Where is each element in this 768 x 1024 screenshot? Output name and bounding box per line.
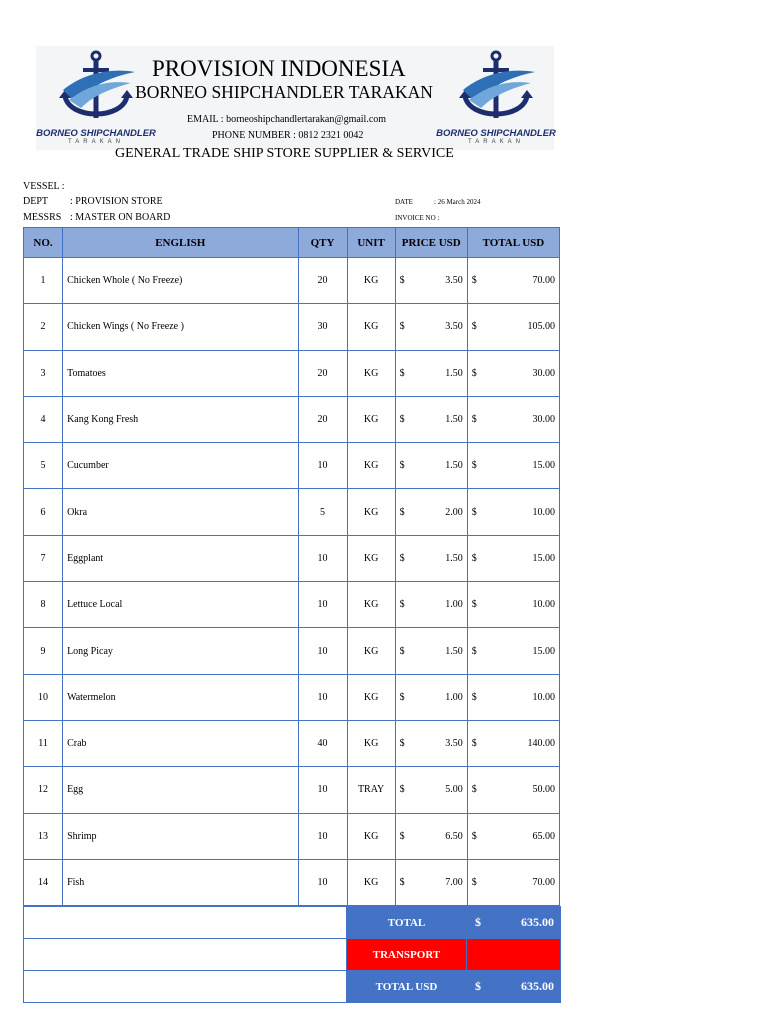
transport-spacer (24, 939, 347, 971)
total-value-cell (467, 907, 561, 939)
anchor-logo-icon (435, 50, 557, 130)
row-price-cell (395, 350, 467, 396)
row-unit: KG (347, 582, 395, 628)
row-price-cell (395, 535, 467, 581)
date-value: : 26 March 2024 (434, 198, 481, 206)
currency-symbol: $ (399, 784, 405, 796)
currency-symbol: $ (399, 599, 405, 611)
row-price: 1.50 (445, 460, 463, 472)
row-total: 10.00 (532, 506, 555, 518)
row-total-cell (467, 350, 559, 396)
header-english: ENGLISH (63, 228, 298, 258)
currency-symbol: $ (471, 877, 477, 888)
logo-sub-text: TARAKAN (68, 139, 124, 145)
row-item: Eggplant (63, 535, 298, 581)
logo-sub-text: TARAKAN (468, 139, 524, 145)
table-row (24, 350, 560, 396)
transport-row (24, 939, 561, 971)
row-price: 2.00 (445, 506, 463, 518)
row-no: 2 (24, 304, 63, 350)
grand-total-value-cell (467, 971, 561, 1003)
transport-label: TRANSPORT (347, 939, 467, 971)
row-unit: TRAY (347, 767, 395, 813)
currency-symbol: $ (399, 877, 405, 888)
total-spacer (24, 907, 347, 939)
row-no: 4 (24, 396, 63, 442)
row-unit: KG (347, 674, 395, 720)
row-total: 30.00 (532, 367, 555, 379)
row-qty: 10 (298, 443, 347, 489)
row-price-cell (395, 258, 467, 304)
currency-symbol: $ (471, 691, 477, 703)
currency-symbol: $ (399, 367, 405, 379)
row-qty: 40 (298, 720, 347, 766)
currency-symbol: $ (399, 691, 405, 703)
row-price-cell (395, 396, 467, 442)
dept-label: DEPT (23, 196, 48, 207)
row-total: 15.00 (532, 460, 555, 472)
grand-total-spacer (24, 971, 347, 1003)
header-no: NO. (24, 228, 63, 258)
row-qty: 5 (298, 489, 347, 535)
table-row (24, 628, 560, 674)
currency-symbol: $ (471, 738, 477, 750)
row-price-cell (395, 304, 467, 350)
company-logo-right (435, 50, 557, 145)
currency-symbol: $ (471, 414, 477, 426)
table-row (24, 443, 560, 489)
table-row (24, 859, 560, 905)
row-price-cell (395, 813, 467, 859)
row-item: Shrimp (63, 813, 298, 859)
row-no: 7 (24, 535, 63, 581)
row-price: 5.00 (445, 784, 463, 796)
grand-total-value: 635.00 (521, 979, 554, 993)
row-total: 50.00 (532, 784, 555, 796)
row-item: Chicken Whole ( No Freeze) (63, 258, 298, 304)
currency-symbol: $ (399, 460, 405, 472)
row-unit: KG (347, 489, 395, 535)
row-no: 13 (24, 813, 63, 859)
currency-symbol: $ (399, 321, 405, 333)
row-unit: KG (347, 628, 395, 674)
table-header-row (24, 228, 560, 258)
row-qty: 10 (298, 859, 347, 905)
currency-symbol: $ (399, 830, 405, 842)
row-item: Chicken Wings ( No Freeze ) (63, 304, 298, 350)
row-total-cell (467, 628, 559, 674)
table-row (24, 674, 560, 720)
items-table (23, 227, 560, 906)
row-item: Kang Kong Fresh (63, 396, 298, 442)
row-item: Watermelon (63, 674, 298, 720)
grand-total-row (24, 971, 561, 1003)
row-no: 14 (24, 859, 63, 905)
row-total-cell (467, 489, 559, 535)
row-qty: 10 (298, 535, 347, 581)
row-item: Tomatoes (63, 350, 298, 396)
row-item: Lettuce Local (63, 582, 298, 628)
row-total: 15.00 (532, 645, 555, 657)
row-total-cell (467, 813, 559, 859)
row-no: 11 (24, 720, 63, 766)
total-row (24, 907, 561, 939)
row-price: 3.50 (445, 275, 463, 287)
row-unit: KG (347, 535, 395, 581)
currency-symbol: $ (471, 367, 477, 379)
row-qty: 10 (298, 628, 347, 674)
row-unit: KG (347, 350, 395, 396)
date-label: DATE (395, 198, 413, 206)
header-total: TOTAL USD (467, 228, 559, 258)
document-title: PROVISION INDONESIA (152, 56, 406, 81)
table-row (24, 396, 560, 442)
currency-symbol: $ (471, 784, 477, 796)
row-item: Long Picay (63, 628, 298, 674)
row-total: 140.00 (527, 738, 555, 750)
vessel-label: VESSEL : (23, 181, 65, 192)
table-row (24, 304, 560, 350)
table-row (24, 535, 560, 581)
row-price: 7.00 (445, 877, 463, 888)
logo-brand-text: BORNEO SHIPCHANDLER (436, 128, 556, 139)
row-price: 1.00 (445, 691, 463, 703)
row-qty: 20 (298, 258, 347, 304)
currency-symbol: $ (471, 321, 477, 333)
row-unit: KG (347, 813, 395, 859)
row-unit: KG (347, 720, 395, 766)
row-total-cell (467, 443, 559, 489)
row-unit: KG (347, 859, 395, 905)
total-value: 635.00 (521, 915, 554, 929)
row-price-cell (395, 859, 467, 905)
row-price: 1.00 (445, 599, 463, 611)
row-total: 10.00 (532, 691, 555, 703)
logo-brand-text: BORNEO SHIPCHANDLER (36, 128, 156, 139)
row-price: 3.50 (445, 321, 463, 333)
row-item: Okra (63, 489, 298, 535)
row-price: 1.50 (445, 645, 463, 657)
row-unit: KG (347, 258, 395, 304)
transport-value (467, 939, 561, 971)
row-total: 65.00 (532, 830, 555, 842)
row-qty: 30 (298, 304, 347, 350)
currency-symbol: $ (475, 979, 481, 993)
currency-symbol: $ (399, 414, 405, 426)
row-unit: KG (347, 443, 395, 489)
currency-symbol: $ (475, 915, 481, 929)
invoice-label: INVOICE NO : (395, 214, 440, 222)
company-phone: PHONE NUMBER : 0812 2321 0042 (212, 130, 364, 141)
row-total: 70.00 (532, 275, 555, 287)
row-price-cell (395, 674, 467, 720)
row-total-cell (467, 767, 559, 813)
row-price-cell (395, 443, 467, 489)
row-price: 1.50 (445, 552, 463, 564)
row-price-cell (395, 582, 467, 628)
row-price: 3.50 (445, 738, 463, 750)
row-no: 3 (24, 350, 63, 396)
header-unit: UNIT (347, 228, 395, 258)
table-row (24, 767, 560, 813)
row-qty: 10 (298, 674, 347, 720)
currency-symbol: $ (471, 460, 477, 472)
currency-symbol: $ (471, 599, 477, 611)
currency-symbol: $ (399, 506, 405, 518)
row-no: 10 (24, 674, 63, 720)
row-total: 15.00 (532, 552, 555, 564)
currency-symbol: $ (471, 552, 477, 564)
row-total-cell (467, 859, 559, 905)
row-no: 5 (24, 443, 63, 489)
table-row (24, 813, 560, 859)
row-total-cell (467, 720, 559, 766)
row-price-cell (395, 628, 467, 674)
currency-symbol: $ (471, 506, 477, 518)
row-total-cell (467, 396, 559, 442)
row-item: Crab (63, 720, 298, 766)
total-label: TOTAL (347, 907, 467, 939)
row-total-cell (467, 582, 559, 628)
row-item: Cucumber (63, 443, 298, 489)
row-total-cell (467, 258, 559, 304)
row-total: 70.00 (532, 877, 555, 888)
row-price-cell (395, 489, 467, 535)
dept-value: : PROVISION STORE (70, 196, 163, 207)
messrs-value: : MASTER ON BOARD (70, 212, 171, 223)
row-qty: 10 (298, 767, 347, 813)
currency-symbol: $ (471, 645, 477, 657)
company-tagline: GENERAL TRADE SHIP STORE SUPPLIER & SERVICE (115, 146, 454, 161)
row-price: 1.50 (445, 367, 463, 379)
row-price: 1.50 (445, 414, 463, 426)
row-no: 1 (24, 258, 63, 304)
company-email: EMAIL : borneoshipchandlertarakan@gmail.com (187, 114, 387, 125)
row-total: 105.00 (527, 321, 555, 333)
currency-symbol: $ (399, 552, 405, 564)
row-no: 8 (24, 582, 63, 628)
row-qty: 20 (298, 350, 347, 396)
row-qty: 10 (298, 813, 347, 859)
currency-symbol: $ (399, 738, 405, 750)
row-no: 12 (24, 767, 63, 813)
company-name: BORNEO SHIPCHANDLER TARAKAN (135, 82, 433, 102)
row-total-cell (467, 304, 559, 350)
row-total-cell (467, 535, 559, 581)
row-item: Fish (63, 859, 298, 905)
row-unit: KG (347, 396, 395, 442)
grand-total-label: TOTAL USD (347, 971, 467, 1003)
row-price: 6.50 (445, 830, 463, 842)
row-no: 6 (24, 489, 63, 535)
table-row (24, 489, 560, 535)
table-row (24, 582, 560, 628)
header-qty: QTY (298, 228, 347, 258)
header-price: PRICE USD (395, 228, 467, 258)
table-row (24, 258, 560, 304)
row-total: 10.00 (532, 599, 555, 611)
row-price-cell (395, 720, 467, 766)
currency-symbol: $ (399, 645, 405, 657)
row-total-cell (467, 674, 559, 720)
row-qty: 10 (298, 582, 347, 628)
messrs-label: MESSRS (23, 212, 62, 223)
currency-symbol: $ (399, 275, 405, 287)
row-item: Egg (63, 767, 298, 813)
row-qty: 20 (298, 396, 347, 442)
row-price-cell (395, 767, 467, 813)
row-no: 9 (24, 628, 63, 674)
currency-symbol: $ (471, 830, 477, 842)
row-unit: KG (347, 304, 395, 350)
row-total: 30.00 (532, 414, 555, 426)
table-row (24, 720, 560, 766)
currency-symbol: $ (471, 275, 477, 287)
totals-table (23, 906, 561, 1003)
